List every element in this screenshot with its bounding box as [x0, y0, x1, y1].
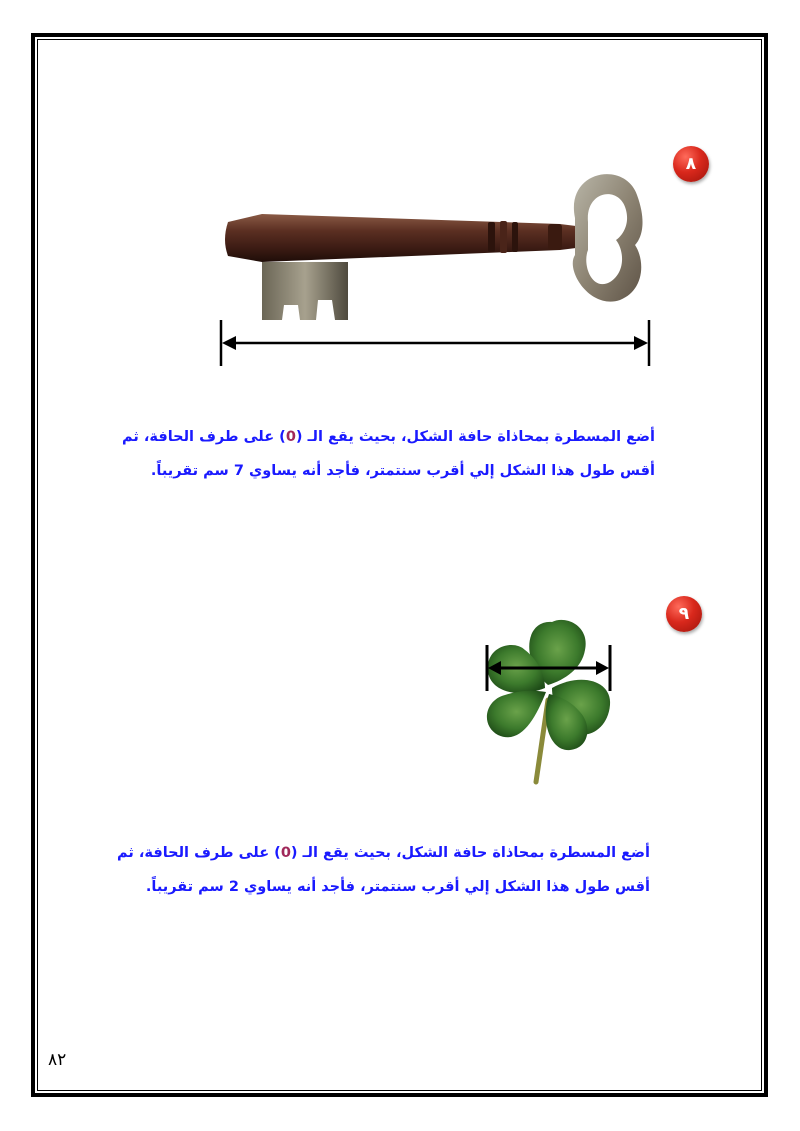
instruction-line-1 [110, 836, 650, 870]
text-segment: ) على طرف الحافة، ثم [117, 845, 281, 861]
text-segment: أضع المسطرة بمحاذاة حافة الشكل، بحيث يقع الـ ( [290, 845, 650, 861]
zero-highlight: 0 [285, 429, 296, 445]
text-segment: أضع المسطرة بمحاذاة حافة الشكل، بحيث يقع الـ ( [295, 429, 655, 445]
instruction-line-2: أقس طول هذا الشكل إلي أقرب سنتمتر، فأجد أنه يساوي 2 سم تقريباً. [145, 879, 650, 895]
badge-number: ٩ [678, 604, 690, 624]
text-segment: ) على طرف الحافة، ثم [122, 429, 286, 445]
page-number: ٨٢ [48, 1050, 67, 1070]
instruction-line-2: أقس طول هذا الشكل إلي أقرب سنتمتر، فأجد أنه يساوي 7 سم تقريباً. [150, 463, 655, 479]
instruction-paragraph [110, 836, 650, 904]
badge-number: ٨ [685, 154, 697, 174]
zero-highlight: 0 [280, 845, 291, 861]
